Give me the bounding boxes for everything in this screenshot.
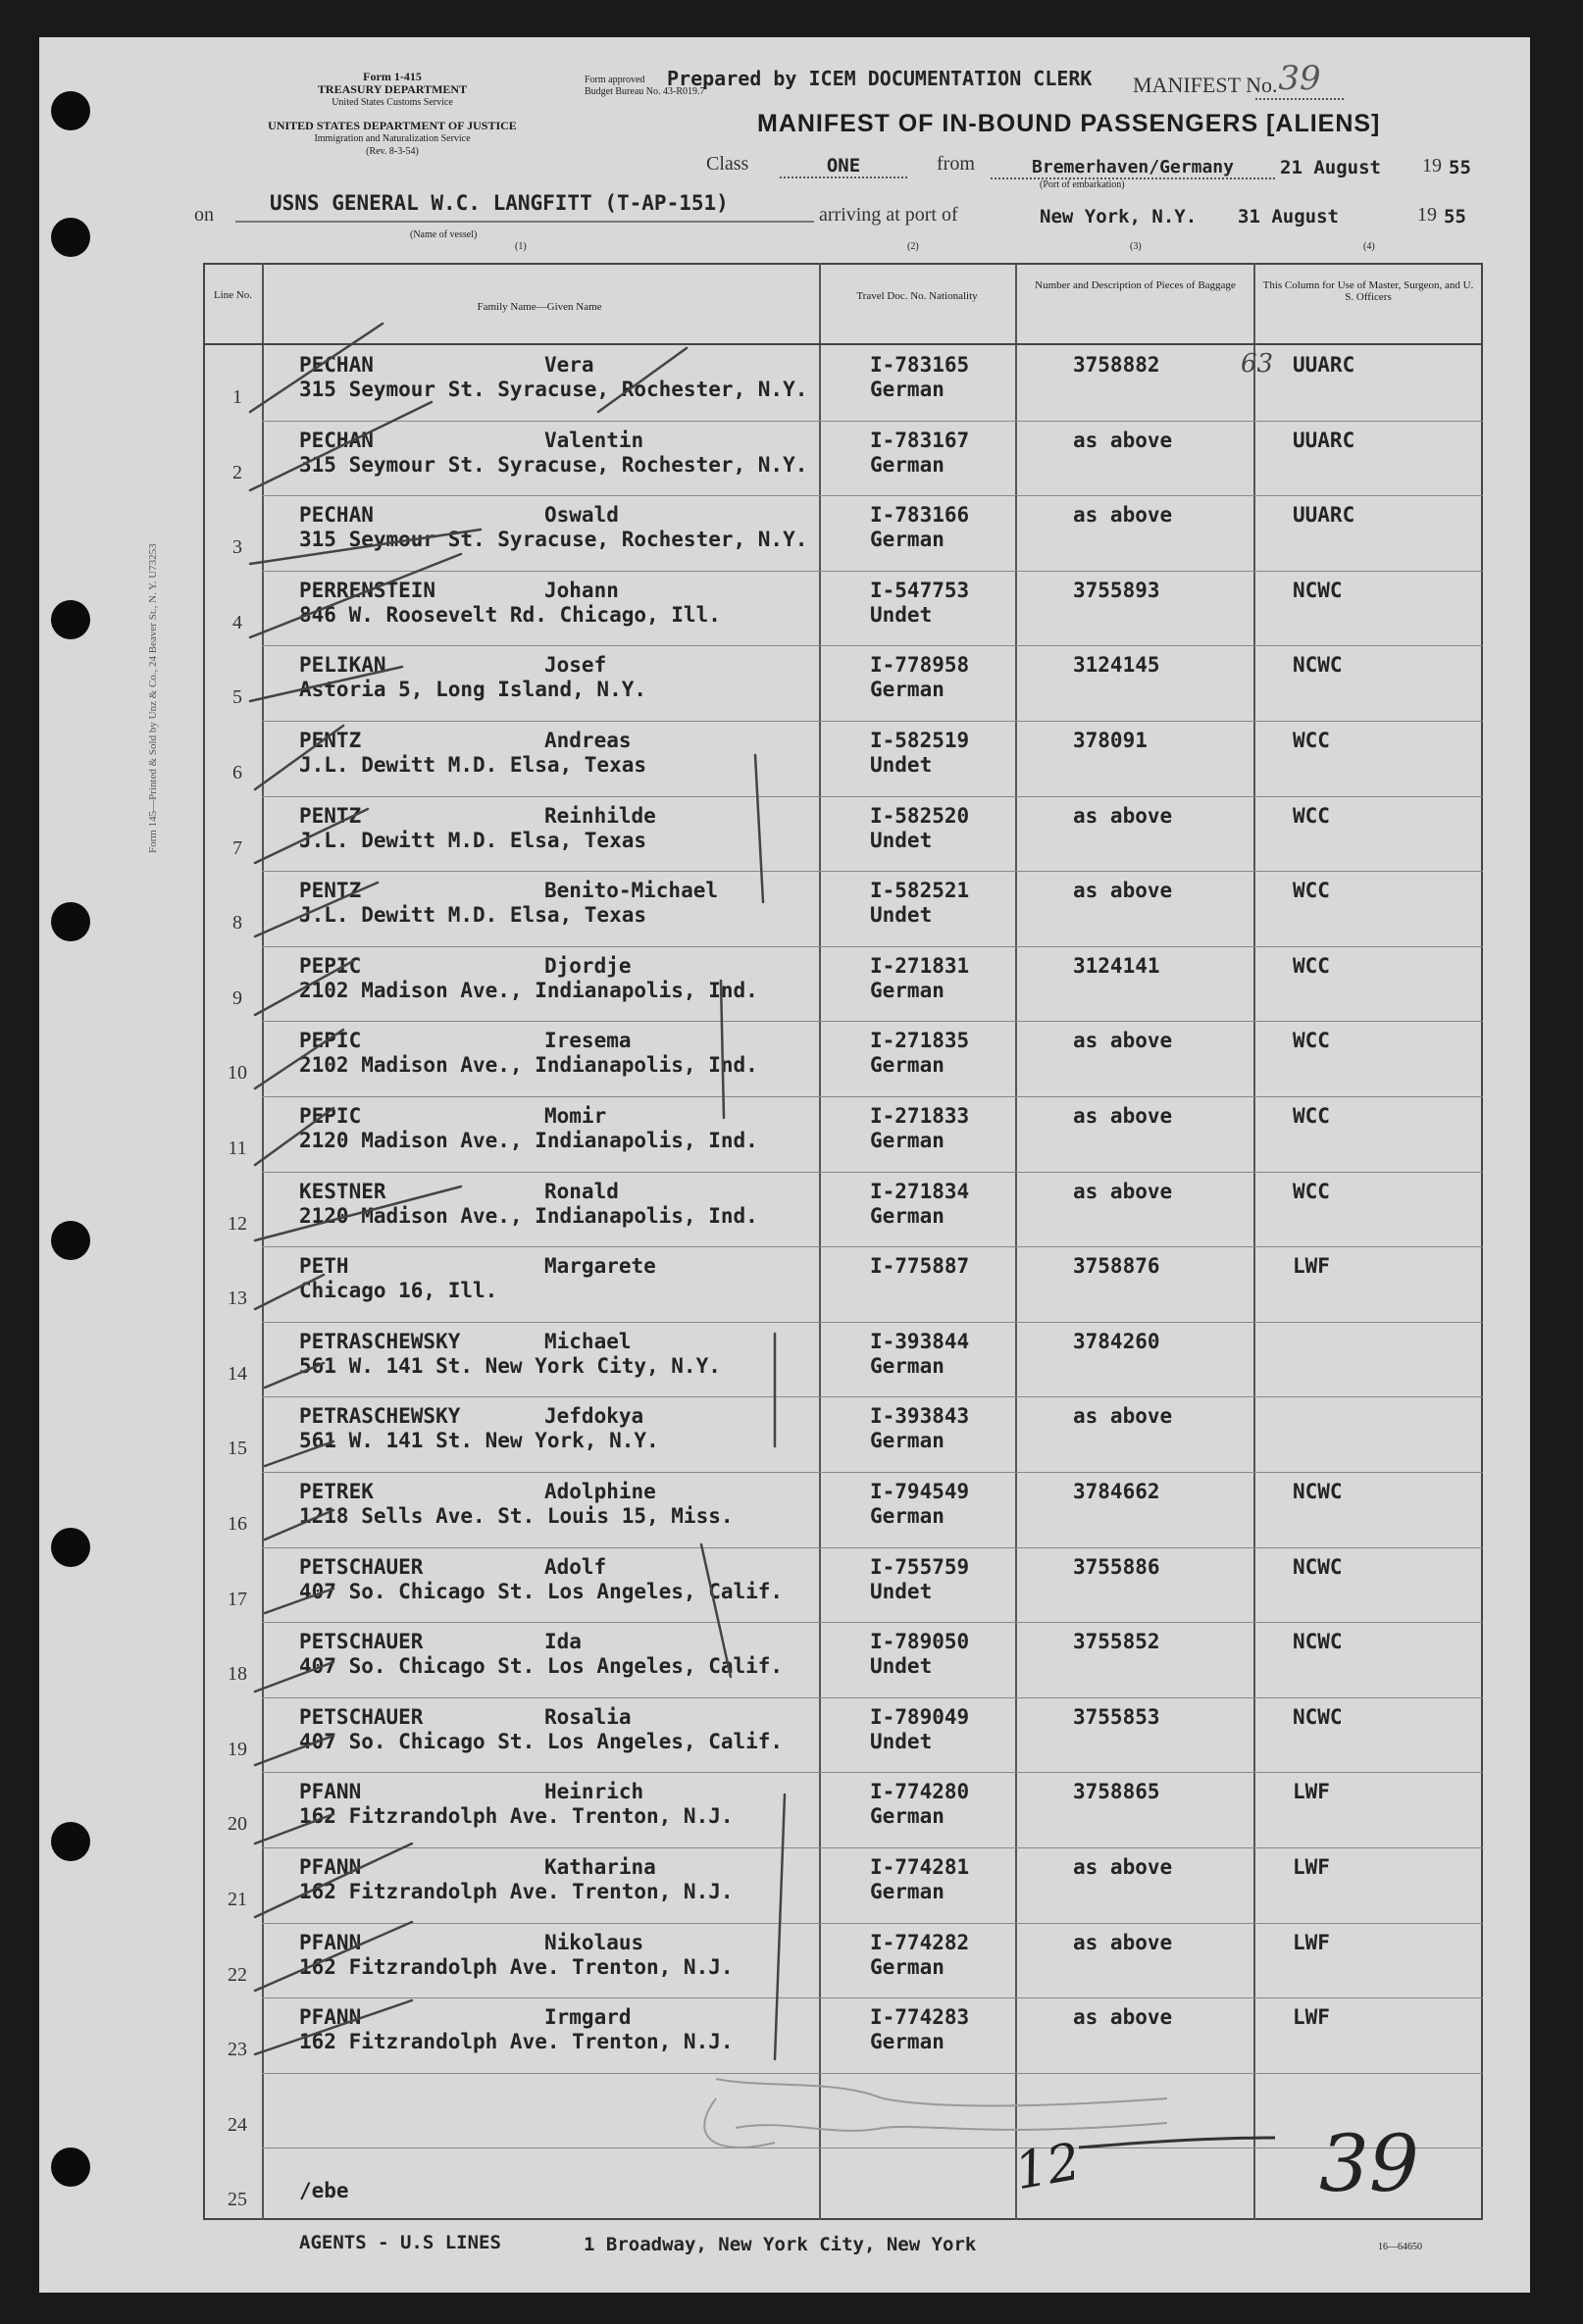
passenger-given-name: Valentin — [544, 428, 644, 452]
punch-hole — [51, 218, 90, 257]
passenger-given-name: Nikolaus — [544, 1930, 644, 1954]
passenger-given-name: Ronald — [544, 1179, 619, 1203]
nationality: Undet — [870, 828, 933, 852]
nationality: German — [870, 1504, 945, 1528]
port-of-embarkation-caption: (Port of embarkation) — [1040, 179, 1125, 190]
row-divider — [262, 1847, 1483, 1848]
row-divider — [262, 1547, 1483, 1548]
nationality: German — [870, 1804, 945, 1829]
baggage-info: 3755886 — [1073, 1554, 1160, 1579]
baggage-info: as above — [1073, 803, 1173, 828]
passenger-address: J.L. Dewitt M.D. Elsa, Texas — [299, 753, 647, 777]
row-divider — [262, 2073, 1483, 2074]
nationality: German — [870, 1129, 945, 1152]
officer-agency: LWF — [1293, 1855, 1330, 1879]
passenger-address: 2102 Madison Ave., Indianapolis, Ind. — [299, 1053, 758, 1078]
row-divider — [262, 1172, 1483, 1173]
baggage-info: as above — [1073, 1404, 1173, 1429]
row-line-number: 23 — [228, 2039, 247, 2061]
officer-agency: LWF — [1293, 1780, 1330, 1804]
officer-agency: WCC — [1293, 729, 1330, 752]
passenger-family-name: PETREK — [299, 1480, 374, 1503]
passenger-address: 407 So. Chicago St. Los Angeles, Calif. — [299, 1654, 784, 1679]
baggage-info: 3758865 — [1073, 1780, 1160, 1804]
nationality: German — [870, 1053, 945, 1078]
passenger-family-name: PECHAN — [299, 503, 374, 528]
nationality: Undet — [870, 1729, 933, 1753]
row-divider — [262, 1396, 1483, 1397]
passenger-address: 315 Seymour St. Syracuse, Rochester, N.Y. — [299, 452, 808, 477]
travel-doc-number: I-775887 — [870, 1254, 970, 1279]
baggage-info: 3784260 — [1073, 1329, 1160, 1353]
header-divider — [203, 343, 1483, 345]
passenger-address: 407 So. Chicago St. Los Angeles, Calif. — [299, 1729, 784, 1753]
passenger-given-name: Andreas — [544, 729, 632, 752]
col-divider-doc — [1015, 263, 1017, 2220]
officer-agency: NCWC — [1293, 1630, 1343, 1654]
passenger-given-name: Vera — [544, 353, 594, 377]
baggage-info: 3124141 — [1073, 953, 1160, 978]
passenger-given-name: Irmgard — [544, 2005, 632, 2030]
row-divider — [262, 1472, 1483, 1473]
baggage-info: as above — [1073, 1029, 1173, 1053]
baggage-info: as above — [1073, 1104, 1173, 1128]
row-divider — [262, 721, 1483, 722]
travel-doc-number: I-582520 — [870, 803, 970, 828]
passenger-address: 561 W. 141 St. New York City, N.Y. — [299, 1353, 721, 1378]
officer-agency: UUARC — [1293, 353, 1355, 377]
col-officers: This Column for Use of Master, Surgeon, and U. S. Officers — [1262, 279, 1474, 303]
row-divider — [262, 571, 1483, 572]
passenger-address: 2102 Madison Ave., Indianapolis, Ind. — [299, 978, 758, 1002]
passenger-family-name: PENTZ — [299, 729, 362, 752]
punch-hole — [51, 902, 90, 941]
manifest-number: 39 — [1255, 59, 1344, 100]
travel-doc-number: I-783165 — [870, 353, 970, 377]
marker-4: (4) — [1363, 241, 1375, 252]
col-baggage: Number and Description of Pieces of Baggage — [1035, 279, 1236, 291]
on-label: on — [194, 204, 214, 226]
passenger-family-name: PEPIC — [299, 953, 362, 978]
row-divider — [262, 495, 1483, 496]
travel-doc-number: I-582519 — [870, 729, 970, 752]
nationality: Undet — [870, 753, 933, 777]
passenger-address: 162 Fitzrandolph Ave. Trenton, N.J. — [299, 1954, 734, 1979]
year-2: 55 — [1444, 206, 1466, 227]
baggage-info: 3755893 — [1073, 578, 1160, 602]
nationality: German — [870, 978, 945, 1002]
passenger-given-name: Josef — [544, 653, 607, 678]
punch-hole — [51, 1528, 90, 1567]
baggage-info: 3124145 — [1073, 653, 1160, 678]
passenger-address: Astoria 5, Long Island, N.Y. — [299, 678, 647, 702]
travel-doc-number: I-774282 — [870, 1930, 970, 1954]
officer-agency: NCWC — [1293, 578, 1343, 602]
manifest-title: MANIFEST OF IN-BOUND PASSENGERS [ALIENS] — [757, 110, 1381, 137]
punch-hole — [51, 600, 90, 639]
passenger-family-name: PETH — [299, 1254, 349, 1279]
arrival-date: 31 August — [1238, 206, 1339, 227]
passenger-given-name: Benito-Michael — [544, 879, 719, 903]
handwritten-mark: 63 — [1241, 349, 1274, 379]
row-divider — [262, 645, 1483, 646]
treasury-dept: TREASURY DEPARTMENT — [317, 82, 468, 96]
passenger-family-name: /ebe — [299, 2179, 349, 2203]
year-1: 55 — [1449, 157, 1471, 178]
travel-doc-number: I-271833 — [870, 1104, 970, 1128]
passenger-address: J.L. Dewitt M.D. Elsa, Texas — [299, 828, 647, 852]
nationality: German — [870, 528, 945, 552]
passenger-address: Chicago 16, Ill. — [299, 1279, 498, 1303]
handwritten-page-number: 39 — [1319, 2118, 1419, 2209]
passenger-given-name: Jefdokya — [544, 1404, 644, 1429]
punch-hole — [51, 1822, 90, 1861]
travel-doc-number: I-271835 — [870, 1029, 970, 1053]
travel-doc-number: I-789050 — [870, 1630, 970, 1654]
passenger-family-name: PETRASCHEWSKY — [299, 1404, 461, 1429]
manifest-table — [203, 263, 1483, 2220]
row-line-number: 21 — [228, 1889, 247, 1910]
row-line-number: 3 — [232, 536, 242, 559]
punch-hole — [51, 91, 90, 130]
row-line-number: 13 — [228, 1288, 247, 1310]
row-divider — [262, 1622, 1483, 1623]
officer-agency: NCWC — [1293, 1480, 1343, 1503]
footer-address: 1 Broadway, New York City, New York — [584, 2234, 977, 2255]
passenger-address: 162 Fitzrandolph Ave. Trenton, N.J. — [299, 1880, 734, 1903]
travel-doc-number: I-774281 — [870, 1855, 970, 1879]
col-divider-name — [819, 263, 821, 2220]
row-line-number: 4 — [232, 611, 242, 633]
officer-agency: NCWC — [1293, 1704, 1343, 1729]
year-prefix-2: 19 — [1417, 204, 1437, 226]
row-line-number: 24 — [228, 2113, 247, 2136]
side-printer-text: Form 145—Printed & Sold by Unz & Co., 24 Beaver St., N. Y. U73253 — [147, 543, 159, 853]
baggage-info: 3758882 — [1073, 353, 1160, 377]
passenger-address: 2120 Madison Ave., Indianapolis, Ind. — [299, 1129, 758, 1152]
travel-doc-number: I-547753 — [870, 578, 970, 602]
nationality: German — [870, 1203, 945, 1228]
row-divider — [262, 1772, 1483, 1773]
passenger-given-name: Ida — [544, 1630, 582, 1654]
travel-doc-number: I-393844 — [870, 1329, 970, 1353]
passenger-family-name: KESTNER — [299, 1179, 386, 1203]
row-line-number: 14 — [228, 1362, 247, 1385]
row-line-number: 20 — [228, 1813, 247, 1836]
passenger-address: 1218 Sells Ave. St. Louis 15, Miss. — [299, 1504, 734, 1528]
customs-service: United States Customs Service — [332, 97, 453, 108]
travel-doc-number: I-774280 — [870, 1780, 970, 1804]
row-line-number: 22 — [228, 1963, 247, 1986]
nationality: Undet — [870, 1654, 933, 1679]
row-line-number: 8 — [232, 912, 242, 935]
row-line-number: 9 — [232, 986, 242, 1009]
baggage-info: 3755852 — [1073, 1630, 1160, 1654]
baggage-info: as above — [1073, 1179, 1173, 1203]
row-line-number: 12 — [228, 1212, 247, 1235]
travel-doc-number: I-755759 — [870, 1554, 970, 1579]
row-divider — [262, 1322, 1483, 1323]
row-divider — [262, 1021, 1483, 1022]
travel-doc-number: I-783166 — [870, 503, 970, 528]
passenger-given-name: Momir — [544, 1104, 607, 1128]
travel-doc-number: I-789049 — [870, 1704, 970, 1729]
passenger-address: 315 Seymour St. Syracuse, Rochester, N.Y. — [299, 378, 808, 401]
col-divider-line — [262, 263, 264, 2220]
passenger-address: 846 W. Roosevelt Rd. Chicago, Ill. — [299, 602, 721, 627]
passenger-given-name: Heinrich — [544, 1780, 644, 1804]
row-line-number: 18 — [228, 1663, 247, 1686]
row-line-number: 2 — [232, 461, 242, 483]
passenger-address: 407 So. Chicago St. Los Angeles, Calif. — [299, 1579, 784, 1603]
row-line-number: 1 — [232, 386, 242, 408]
officer-agency: WCC — [1293, 803, 1330, 828]
nationality: Undet — [870, 1579, 933, 1603]
passenger-family-name: PETSCHAUER — [299, 1554, 424, 1579]
nationality: German — [870, 1880, 945, 1903]
revision-date: (Rev. 8-3-54) — [366, 146, 419, 157]
nationality: Undet — [870, 903, 933, 928]
travel-doc-number: I-393843 — [870, 1404, 970, 1429]
passenger-family-name: PEPIC — [299, 1104, 362, 1128]
manifest-label: MANIFEST No. — [1133, 73, 1278, 97]
marker-3: (3) — [1130, 241, 1142, 252]
officer-agency: WCC — [1293, 1029, 1330, 1053]
passenger-given-name: Reinhilde — [544, 803, 656, 828]
footer-agents: AGENTS - U.S LINES — [299, 2232, 501, 2253]
officer-agency: WCC — [1293, 1104, 1330, 1128]
class-value: ONE — [780, 155, 907, 178]
travel-doc-number: I-582521 — [870, 879, 970, 903]
punch-hole — [51, 1221, 90, 1260]
nationality: German — [870, 678, 945, 702]
officer-agency: UUARC — [1293, 428, 1355, 452]
passenger-family-name: PERRENSTEIN — [299, 578, 436, 602]
col-travel-doc: Travel Doc. No. Nationality — [856, 290, 978, 302]
nationality: German — [870, 378, 945, 401]
col-divider-bag — [1253, 263, 1255, 2220]
arriving-label: arriving at port of — [819, 204, 958, 226]
row-line-number: 16 — [228, 1513, 247, 1535]
passenger-address: 162 Fitzrandolph Ave. Trenton, N.J. — [299, 1804, 734, 1829]
row-divider — [262, 1096, 1483, 1097]
passenger-family-name: PETSCHAUER — [299, 1630, 424, 1654]
baggage-info: 3758876 — [1073, 1254, 1160, 1279]
officer-agency: UUARC — [1293, 503, 1355, 528]
row-line-number: 10 — [228, 1062, 247, 1085]
passenger-given-name: Djordje — [544, 953, 632, 978]
nationality: German — [870, 452, 945, 477]
baggage-info: as above — [1073, 503, 1173, 528]
passenger-given-name: Oswald — [544, 503, 619, 528]
year-prefix-1: 19 — [1422, 155, 1442, 177]
col-line-no: Line No. — [213, 289, 253, 301]
row-line-number: 6 — [232, 762, 242, 783]
officer-agency: WCC — [1293, 1179, 1330, 1203]
row-divider — [262, 421, 1483, 422]
passenger-address: 2120 Madison Ave., Indianapolis, Ind. — [299, 1203, 758, 1228]
vessel-name-caption: (Name of vessel) — [410, 229, 478, 240]
form-approved: Form approved — [585, 75, 645, 85]
officer-agency: LWF — [1293, 2005, 1330, 2030]
row-divider — [262, 2147, 1483, 2148]
officer-agency: WCC — [1293, 879, 1330, 903]
nationality: German — [870, 1429, 945, 1453]
baggage-info: as above — [1073, 428, 1173, 452]
punch-hole — [51, 2147, 90, 2187]
arrival-port: New York, N.Y. — [1040, 206, 1198, 227]
officer-agency: LWF — [1293, 1254, 1330, 1279]
passenger-given-name: Margarete — [544, 1254, 656, 1279]
handwritten-count: 12 — [1010, 2132, 1085, 2202]
from-date: 21 August — [1280, 157, 1381, 178]
officer-agency: NCWC — [1293, 1554, 1343, 1579]
budget-bureau: Budget Bureau No. 43-R019.7 — [585, 86, 705, 97]
passenger-family-name: PFANN — [299, 1930, 362, 1954]
officer-agency: NCWC — [1293, 653, 1343, 678]
vessel-underline — [235, 221, 814, 223]
passenger-given-name: Iresema — [544, 1029, 632, 1053]
passenger-family-name: PENTZ — [299, 879, 362, 903]
prepared-by: Prepared by ICEM DOCUMENTATION CLERK — [667, 67, 1093, 90]
class-label: Class — [706, 153, 749, 175]
travel-doc-number: I-794549 — [870, 1480, 970, 1503]
passenger-given-name: Adolf — [544, 1554, 607, 1579]
row-line-number: 15 — [228, 1438, 247, 1460]
passenger-family-name: PFANN — [299, 2005, 362, 2030]
travel-doc-number: I-783167 — [870, 428, 970, 452]
passenger-given-name: Adolphine — [544, 1480, 656, 1503]
baggage-info: 3755853 — [1073, 1704, 1160, 1729]
col-family-name: Family Name—Given Name — [477, 301, 602, 313]
row-divider — [262, 1246, 1483, 1247]
row-line-number: 17 — [228, 1588, 247, 1610]
baggage-info: as above — [1073, 1855, 1173, 1879]
travel-doc-number: I-778958 — [870, 653, 970, 678]
immigration-service: Immigration and Naturalization Service — [314, 133, 471, 144]
row-line-number: 25 — [228, 2189, 247, 2211]
nationality: Undet — [870, 602, 933, 627]
passenger-family-name: PEPIC — [299, 1029, 362, 1053]
passenger-given-name: Rosalia — [544, 1704, 632, 1729]
passenger-family-name: PETSCHAUER — [299, 1704, 424, 1729]
from-port: Bremerhaven/Germany — [991, 157, 1275, 179]
row-divider — [262, 871, 1483, 872]
nationality: German — [870, 1353, 945, 1378]
row-divider — [262, 1697, 1483, 1698]
row-line-number: 7 — [232, 836, 242, 859]
passenger-family-name: PETRASCHEWSKY — [299, 1329, 461, 1353]
baggage-info: 3784662 — [1073, 1480, 1160, 1503]
passenger-family-name: PFANN — [299, 1855, 362, 1879]
row-line-number: 19 — [228, 1738, 247, 1760]
officer-agency: WCC — [1293, 953, 1330, 978]
passenger-address: J.L. Dewitt M.D. Elsa, Texas — [299, 903, 647, 928]
justice-dept: UNITED STATES DEPARTMENT OF JUSTICE — [268, 119, 517, 132]
row-divider — [262, 946, 1483, 947]
travel-doc-number: I-271831 — [870, 953, 970, 978]
marker-2: (2) — [907, 241, 919, 252]
baggage-info: as above — [1073, 2005, 1173, 2030]
marker-1: (1) — [515, 241, 527, 252]
vessel-name: USNS GENERAL W.C. LANGFITT (T-AP-151) — [270, 191, 729, 215]
passenger-address: 162 Fitzrandolph Ave. Trenton, N.J. — [299, 2030, 734, 2054]
row-divider — [262, 796, 1483, 797]
passenger-family-name: PFANN — [299, 1780, 362, 1804]
baggage-info: 378091 — [1073, 729, 1148, 752]
row-line-number: 11 — [228, 1137, 247, 1159]
travel-doc-number: I-271834 — [870, 1179, 970, 1203]
passenger-address: 561 W. 141 St. New York, N.Y. — [299, 1429, 659, 1453]
row-divider — [262, 1923, 1483, 1924]
form-number: Form 1-415 — [363, 70, 422, 83]
nationality: German — [870, 1954, 945, 1979]
footer-code: 16—64650 — [1378, 2242, 1422, 2252]
passenger-family-name: PECHAN — [299, 428, 374, 452]
passenger-address: 315 Seymour St. Syracuse, Rochester, N.Y. — [299, 528, 808, 552]
passenger-family-name: PELIKAN — [299, 653, 386, 678]
passenger-given-name: Katharina — [544, 1855, 656, 1879]
nationality: German — [870, 2030, 945, 2054]
passenger-given-name: Michael — [544, 1329, 632, 1353]
from-label: from — [937, 153, 975, 175]
officer-agency: LWF — [1293, 1930, 1330, 1954]
baggage-info: as above — [1073, 1930, 1173, 1954]
passenger-family-name: PENTZ — [299, 803, 362, 828]
passenger-given-name: Johann — [544, 578, 619, 602]
baggage-info: as above — [1073, 879, 1173, 903]
row-divider — [262, 1997, 1483, 1998]
row-line-number: 5 — [232, 686, 242, 709]
passenger-family-name: PECHAN — [299, 353, 374, 377]
travel-doc-number: I-774283 — [870, 2005, 970, 2030]
